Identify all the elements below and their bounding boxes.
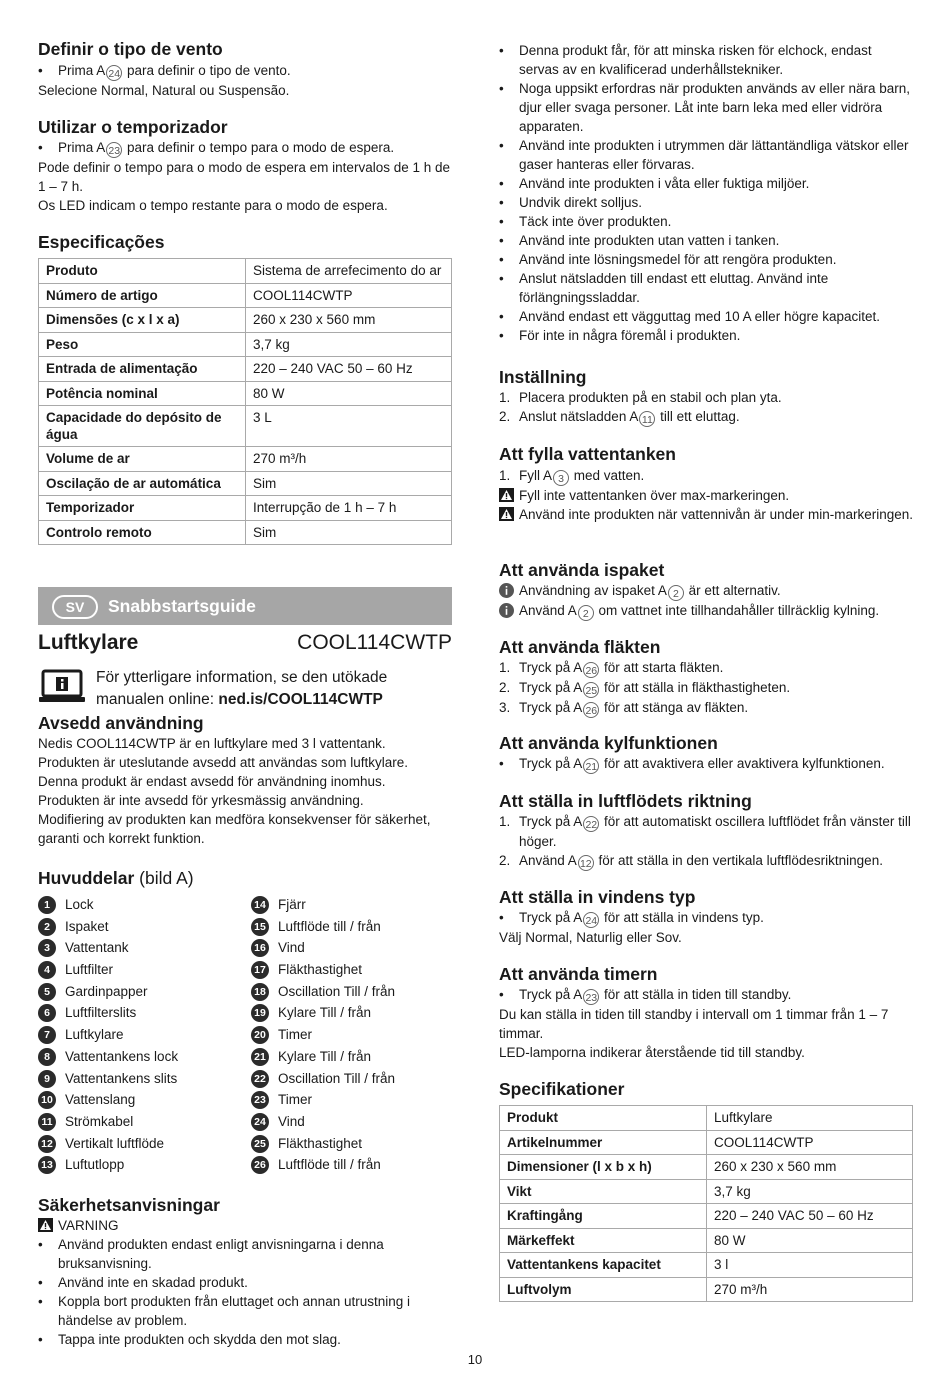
table-row (39, 496, 452, 521)
part-item (38, 959, 238, 981)
table-row (500, 1179, 913, 1204)
paragraph: Nedis COOL114CWTP är en luftkylare med 3 l vattentank. (38, 736, 386, 751)
spec-value: 220 – 240 VAC 50 – 60 Hz (246, 357, 452, 382)
section-title-ice: Att använda ispaket (499, 560, 665, 580)
callout-number: 21 (583, 758, 599, 774)
spec-key: Luftvolym (500, 1277, 707, 1302)
section-timer-body (38, 138, 452, 215)
spec-key: Capacidade do depósito de água (39, 406, 246, 447)
table-row (39, 406, 452, 447)
table-row (39, 283, 452, 308)
list-item: • Tryck på A 24 för att ställa in vindens typ. (499, 908, 913, 928)
step-item: 3. Tryck på A 26 för att stänga av fläkten. (499, 700, 749, 717)
part-label: Vertikalt luftflöde (65, 1135, 165, 1151)
part-label: Fläkthastighet (278, 1135, 363, 1151)
table-row (39, 447, 452, 472)
spec-key: Märkeffekt (500, 1228, 707, 1253)
part-number-badge: 23 (251, 1091, 269, 1109)
part-item (38, 981, 238, 1003)
list-item: • Använd inte lösningsmedel för att rengöra produkten. (499, 250, 913, 269)
fan-steps (499, 658, 913, 718)
spec-value: 3,7 kg (707, 1179, 913, 1204)
info-icon (499, 583, 514, 598)
step-item: 2. Använd A 12 för att ställa in den vertikala luftflödesriktningen. (499, 853, 883, 870)
part-number-badge: 18 (251, 983, 269, 1001)
step-item: 1. Tryck på A 22 för att automatiskt oscillera luftflödet från vänster till höger. (499, 814, 911, 849)
laptop-info-icon (38, 669, 86, 705)
table-row (39, 259, 452, 284)
list-item: • Denna produkt får, för att minska risken för elchock, endast servas av en kvalificerad underhållstekniker. (499, 41, 913, 79)
step-item: 1. Tryck på A 26 för att starta fläkten. (499, 660, 724, 677)
part-number-badge: 1 (38, 896, 56, 914)
callout-number: 3 (553, 470, 569, 486)
step-item: 2. Tryck på A 25 för att ställa in fläkthastigheten. (499, 680, 791, 697)
spec-key: Controlo remoto (39, 520, 246, 545)
language-bar-title: Snabbstartsguide (108, 596, 256, 616)
table-row (39, 357, 452, 382)
part-number-badge: 10 (38, 1091, 56, 1109)
part-item (38, 1133, 238, 1155)
spec-value: 80 W (246, 381, 452, 406)
parts-list (38, 894, 238, 1176)
part-item (251, 1024, 451, 1046)
paragraph: Denna produkt är endast avsedd för användning inomhus. (38, 774, 386, 789)
table-row (500, 1155, 913, 1180)
part-item (251, 894, 451, 916)
callout-number: 23 (106, 142, 122, 158)
section-windtype-body (499, 908, 913, 947)
parts-list (251, 894, 451, 1176)
spec-value: 260 x 230 x 560 mm (246, 308, 452, 333)
table-row (39, 308, 452, 333)
part-item (251, 1111, 451, 1133)
list-item: • Undvik direkt solljus. (499, 193, 913, 212)
part-item (251, 981, 451, 1003)
part-number-badge: 21 (251, 1048, 269, 1066)
warning-note: Fyll inte vattentanken över max-markeringen. (499, 486, 913, 505)
list-item: • För inte in några föremål i produkten. (499, 326, 913, 345)
part-item (251, 937, 451, 959)
paragraph: Du kan ställa in tiden till standby i intervall om 1 timmar från 1 – 7 timmar. (499, 1007, 889, 1041)
spec-key: Dimensioner (l x b x h) (500, 1155, 707, 1180)
list-item: • Använd endast ett vägguttag med 10 A eller högre kapacitet. (499, 307, 913, 326)
step-item: 1. Placera produkten på en stabil och plan yta. (499, 390, 782, 405)
spec-key: Dimensões (c x l x a) (39, 308, 246, 333)
part-item (38, 894, 238, 916)
spec-value: COOL114CWTP (707, 1130, 913, 1155)
product-name: Luftkylare (38, 631, 139, 654)
warning-icon (499, 488, 514, 502)
part-label: Luftflöde till / från (278, 1157, 381, 1173)
spec-value: 220 – 240 VAC 50 – 60 Hz (707, 1204, 913, 1229)
section-title-timer: Utilizar o temporizador (38, 117, 228, 137)
part-label: Vattentankens slits (65, 1070, 178, 1086)
info-text (96, 667, 387, 711)
spec-key: Oscilação de ar automática (39, 471, 246, 496)
callout-number: 22 (583, 816, 599, 832)
part-label: Fjärr (278, 897, 306, 912)
part-item (251, 1089, 451, 1111)
spec-value: Sistema de arrefecimento do ar (246, 259, 452, 284)
step-item: 1. Fyll A 3 med vatten. (499, 468, 645, 485)
section-title-parts: Huvuddelar (bild A) (38, 868, 194, 888)
part-label: Vattenslang (65, 1092, 136, 1108)
part-label: Lock (65, 897, 94, 912)
part-item (38, 1024, 238, 1046)
language-bar (38, 587, 452, 625)
spec-value: 3,7 kg (246, 332, 452, 357)
part-number-badge: 9 (38, 1070, 56, 1088)
info-note: Användning av ispaket A 2 är ett alternativ. (499, 581, 913, 601)
part-number-badge: 26 (251, 1156, 269, 1174)
info-icon (499, 603, 514, 618)
section-title-airflow: Att ställa in luftflödets riktning (499, 791, 752, 811)
list-item: • Noga uppsikt erfordras när produkten används av eller nära barn, djur eller svaga personer. Låt inte barn leka med eller vidröra apparaten. (499, 79, 913, 136)
part-label: Oscillation Till / från (278, 1070, 396, 1086)
part-number-badge: 3 (38, 939, 56, 957)
part-item (251, 1046, 451, 1068)
part-label: Ispaket (65, 918, 109, 934)
list-item: • Tryck på A 21 för att avaktivera eller avaktivera kylfunktionen. (499, 754, 913, 774)
section-title-install: Inställning (499, 367, 587, 387)
paragraph: LED-lamporna indikerar återstående tid till standby. (499, 1045, 805, 1060)
part-number-badge: 7 (38, 1026, 56, 1044)
section-title-fill: Att fylla vattentanken (499, 444, 676, 464)
spec-table (499, 1105, 913, 1302)
table-row (500, 1204, 913, 1229)
part-label: Vind (278, 1113, 305, 1129)
part-label: Kylare Till / från (278, 1048, 372, 1064)
part-item (251, 916, 451, 938)
part-number-badge: 25 (251, 1135, 269, 1153)
part-item (251, 959, 451, 981)
section-title-safety: Säkerhetsanvisningar (38, 1195, 220, 1215)
part-number-badge: 20 (251, 1026, 269, 1044)
spec-value: COOL114CWTP (246, 283, 452, 308)
part-number-badge: 14 (251, 896, 269, 914)
spec-value: 3 L (246, 406, 452, 447)
spec-value: 3 l (707, 1253, 913, 1278)
callout-number: 23 (583, 989, 599, 1005)
part-number-badge: 2 (38, 918, 56, 936)
part-number-badge: 22 (251, 1070, 269, 1088)
part-item (38, 1154, 238, 1176)
list-item: • Använd produkten endast enligt anvisningarna i denna bruksanvisning. (38, 1235, 452, 1273)
part-item (251, 1154, 451, 1176)
product-model: COOL114CWTP (297, 631, 452, 654)
part-label: Gardinpapper (65, 983, 148, 999)
step-item: 2. Anslut nätsladden A 11 till ett eluttag. (499, 409, 740, 426)
manual-link[interactable]: ned.is/COOL114CWTP (218, 691, 383, 708)
spec-value: 270 m³/h (707, 1277, 913, 1302)
list-item: • Använd inte produkten utan vatten i tanken. (499, 231, 913, 250)
part-number-badge: 8 (38, 1048, 56, 1066)
list-item: • Tappa inte produkten och skydda den mot slag. (38, 1330, 452, 1349)
warning-label: VARNING (38, 1216, 452, 1235)
callout-number: 2 (578, 605, 594, 621)
paragraph: Os LED indicam o tempo restante para o modo de espera. (38, 198, 388, 213)
spec-value: Interrupção de 1 h – 7 h (246, 496, 452, 521)
callout-number: 11 (639, 411, 655, 427)
part-label: Timer (278, 1092, 312, 1108)
part-number-badge: 17 (251, 961, 269, 979)
part-item (38, 1089, 238, 1111)
part-number-badge: 6 (38, 1004, 56, 1022)
spec-value: Luftkylare (707, 1106, 913, 1131)
spec-key: Artikelnummer (500, 1130, 707, 1155)
page-number: 10 (467, 1352, 483, 1367)
section-ice-body (499, 581, 913, 621)
section-title-wind: Definir o tipo de vento (38, 39, 223, 59)
table-row (500, 1106, 913, 1131)
part-item (38, 916, 238, 938)
table-row (39, 332, 452, 357)
part-item (38, 1002, 238, 1024)
warning-icon (499, 507, 514, 521)
part-number-badge: 16 (251, 939, 269, 957)
part-label: Oscillation Till / från (278, 983, 396, 999)
part-number-badge: 13 (38, 1156, 56, 1174)
part-label: Fläkthastighet (278, 962, 363, 978)
info-line: För ytterligare information, se den utökade (96, 669, 388, 686)
spec-key: Vattentankens kapacitet (500, 1253, 707, 1278)
spec-value: 270 m³/h (246, 447, 452, 472)
section-title-cool: Att använda kylfunktionen (499, 733, 718, 753)
list-item: • Använd inte produkten i våta eller fuktiga miljöer. (499, 174, 913, 193)
part-item (251, 1068, 451, 1090)
paragraph: Produkten är uteslutande avsedd att användas som luftkylare. (38, 755, 408, 770)
spec-table (38, 258, 452, 545)
info-line: manualen online: ned.is/COOL114CWTP (96, 691, 383, 708)
part-label: Luftfilter (65, 962, 114, 978)
section-wind-body (38, 61, 452, 100)
spec-key: Produto (39, 259, 246, 284)
spec-value: 260 x 230 x 560 mm (707, 1155, 913, 1180)
section-title-specs: Especificações (38, 232, 165, 252)
part-number-badge: 15 (251, 918, 269, 936)
part-item (38, 1068, 238, 1090)
section-title-timer: Att använda timern (499, 964, 658, 984)
table-row (500, 1277, 913, 1302)
part-label: Vind (278, 940, 305, 956)
spec-key: Temporizador (39, 496, 246, 521)
callout-number: 26 (583, 662, 599, 678)
section-timer-body (499, 985, 913, 1062)
safety-list (38, 1235, 452, 1349)
callout-number: 12 (578, 855, 594, 871)
part-label: Luftutlopp (65, 1157, 125, 1173)
paragraph: Produkten är inte avsedd för yrkesmässig användning. (38, 793, 364, 808)
part-label: Vattentank (65, 940, 129, 956)
part-number-badge: 12 (38, 1135, 56, 1153)
list-item: • Använd inte en skadad produkt. (38, 1273, 452, 1292)
warning-note: Använd inte produkten när vattennivån är under min-markeringen. (499, 505, 913, 524)
part-label: Luftkylare (65, 1027, 124, 1043)
spec-value: 80 W (707, 1228, 913, 1253)
spec-value: Sim (246, 520, 452, 545)
part-label: Vattentankens lock (65, 1048, 179, 1064)
part-label: Luftflöde till / från (278, 918, 381, 934)
table-row (500, 1253, 913, 1278)
paragraph: Modifiering av produkten kan medföra konsekvenser för säkerhet, garanti och korrekt funktion. (38, 812, 431, 846)
table-row (500, 1228, 913, 1253)
table-row (39, 381, 452, 406)
safety-list (499, 41, 913, 345)
part-label: Kylare Till / från (278, 1005, 372, 1021)
part-item (251, 1133, 451, 1155)
paragraph: Välj Normal, Naturlig eller Sov. (499, 930, 682, 945)
section-intended-body (38, 734, 452, 848)
paragraph: Pode definir o tempo para o modo de espera em intervalos de 1 h de 1 – 7 h. (38, 160, 451, 194)
list-item: • Prima A 23 para definir o tempo para o modo de espera. (38, 138, 452, 158)
spec-key: Produkt (500, 1106, 707, 1131)
callout-number: 24 (106, 65, 122, 81)
part-item (251, 1002, 451, 1024)
info-note: Använd A 2 om vattnet inte tillhandahåller tillräcklig kylning. (499, 601, 913, 621)
part-item (38, 1111, 238, 1133)
callout-number: 25 (583, 682, 599, 698)
list-item: • Använd inte produkten i utrymmen där lättantändliga vätskor eller gaser hanteras eller förvaras. (499, 136, 913, 174)
part-item (38, 937, 238, 959)
table-row (39, 471, 452, 496)
table-row (39, 520, 452, 545)
part-number-badge: 24 (251, 1113, 269, 1131)
section-fill-body (499, 466, 913, 524)
spec-key: Kraftingång (500, 1204, 707, 1229)
part-label: Strömkabel (65, 1113, 134, 1129)
airflow-steps (499, 812, 913, 871)
callout-number: 24 (583, 912, 599, 928)
part-number-badge: 19 (251, 1004, 269, 1022)
part-number-badge: 11 (38, 1113, 56, 1131)
callout-number: 26 (583, 702, 599, 718)
section-safety-body (38, 1216, 452, 1349)
spec-key: Volume de ar (39, 447, 246, 472)
list-item: • Täck inte över produkten. (499, 212, 913, 231)
list-item: • Koppla bort produkten från eluttaget och annan utrustning i händelse av problem. (38, 1292, 452, 1330)
spec-key: Potência nominal (39, 381, 246, 406)
part-number-badge: 4 (38, 961, 56, 979)
spec-key: Entrada de alimentação (39, 357, 246, 382)
section-title-intended: Avsedd användning (38, 713, 204, 733)
section-title-windtype: Att ställa in vindens typ (499, 887, 696, 907)
list-item: • Tryck på A 23 för att ställa in tiden till standby. (499, 985, 913, 1005)
spec-value: Sim (246, 471, 452, 496)
part-label: Luftfilterslits (65, 1005, 137, 1021)
spec-key: Número de artigo (39, 283, 246, 308)
callout-number: 2 (668, 585, 684, 601)
table-row (500, 1130, 913, 1155)
language-badge: SV (52, 595, 98, 619)
spec-key: Peso (39, 332, 246, 357)
paragraph: Selecione Normal, Natural ou Suspensão. (38, 83, 290, 98)
section-title-fan: Att använda fläkten (499, 637, 661, 657)
part-number-badge: 5 (38, 983, 56, 1001)
section-title-specs: Specifikationer (499, 1079, 625, 1099)
spec-key: Vikt (500, 1179, 707, 1204)
warning-icon (38, 1218, 53, 1232)
part-label: Timer (278, 1027, 312, 1043)
cool-list (499, 754, 913, 774)
part-item (38, 1046, 238, 1068)
install-steps (499, 388, 913, 427)
list-item: • Anslut nätsladden till endast ett eluttag. Använd inte förlängningssladdar. (499, 269, 913, 307)
list-item: • Prima A 24 para definir o tipo de vento. (38, 61, 452, 81)
